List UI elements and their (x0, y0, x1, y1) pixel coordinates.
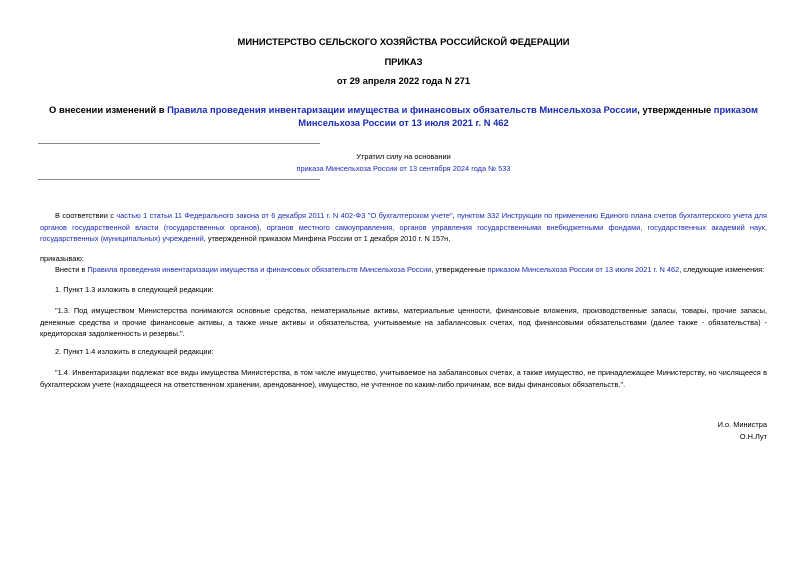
item1-text: "1.3. Под имуществом Министерства понимаются основные средства, нематериальные активы, материальные ценности, финансовые вложения, производственные запасы, товары, прочие запасы, денежные средства и прочие финансовые активы, а также иные активы и обязательства, учитываемые на забалансовых счетах, под финансовыми обязательствами (далее также - обязательства) - кредиторская задолженность и резервы.". (40, 306, 767, 339)
divider-bottom (38, 179, 320, 180)
preamble-link-law[interactable]: частью 1 статьи 11 Федерального закона от 6 декабря 2011 г. N 402-ФЗ "О бухгалтерском учете" (116, 211, 453, 220)
divider-top (38, 143, 320, 144)
preamble-text-1: В соответствии с (55, 211, 117, 220)
title-link-order[interactable]: приказом Минсельхоза России от 13 июля 2021 г. N 462 (298, 104, 758, 128)
intro-link-order[interactable]: приказом Минсельхоза России от 13 июля 2021 г. N 462 (487, 265, 680, 274)
intro-text-3: , следующие изменения: (679, 265, 765, 274)
intro-link-rules[interactable]: Правила проведения инвентаризации имущества и финансовых обязательств Минсельхоза России (87, 265, 432, 274)
status-link[interactable]: приказа Минсельхоза России от 13 сентября 2024 года № 533 (296, 164, 511, 173)
preamble-paragraph (40, 210, 767, 245)
preamble-link-instruction[interactable]: пунктом 332 Инструкции по применению Единого плана счетов бухгалтерского учета для органов государственной власти (государственных органов), органов местного самоуправления, органов управления государственными внебюджетными фондами, государственных академий наук, государственных (муниципальных) учреждений (40, 211, 767, 244)
order-word: приказываю: (40, 254, 84, 263)
title-middle: , утвержденные (637, 104, 714, 115)
item2-text: "1.4. Инвентаризации подлежат все виды имущества Министерства, в том числе имущество, учитываемое на забалансовых счетах, а также имущество, не принадлежащее Министерству, но числящееся в бухгалтерском учете (находящееся на ответственном хранении, арендованное), имущество, не учтенное по каким-либо причинам, все виды финансовых обязательств.". (40, 368, 767, 389)
document-type: ПРИКАЗ (384, 56, 423, 67)
status-line-link-wrap (0, 164, 807, 173)
intro-paragraph (40, 264, 767, 276)
item1-heading: 1. Пункт 1.3 изложить в следующей редакции: (55, 285, 214, 294)
intro-text-1: Внести в (55, 265, 88, 274)
document-title (40, 103, 767, 129)
title-link-rules[interactable]: Правила проведения инвентаризации имущества и финансовых обязательств Минсельхоза России (167, 104, 638, 115)
preamble-text-3: , утвержденной приказом Минфина России от 1 декабря 2010 г. N 157н, (203, 234, 451, 244)
title-prefix: О внесении изменений в (49, 104, 168, 115)
signature-name: О.Н.Лут (739, 431, 767, 441)
signature-block (718, 419, 767, 442)
document-date-number: от 29 апреля 2022 года N 271 (336, 75, 471, 86)
status-line: Утратил силу на основании (356, 152, 451, 161)
signature-position: И.о. Министра (717, 420, 767, 429)
item2-heading: 2. Пункт 1.4 изложить в следующей редакции: (55, 347, 214, 356)
preamble-text-2: , (452, 211, 458, 220)
intro-text-2: , утвержденные (431, 265, 488, 274)
ministry-name: МИНИСТЕРСТВО СЕЛЬСКОГО ХОЗЯЙСТВА РОССИЙСКОЙ ФЕДЕРАЦИИ (237, 36, 570, 47)
